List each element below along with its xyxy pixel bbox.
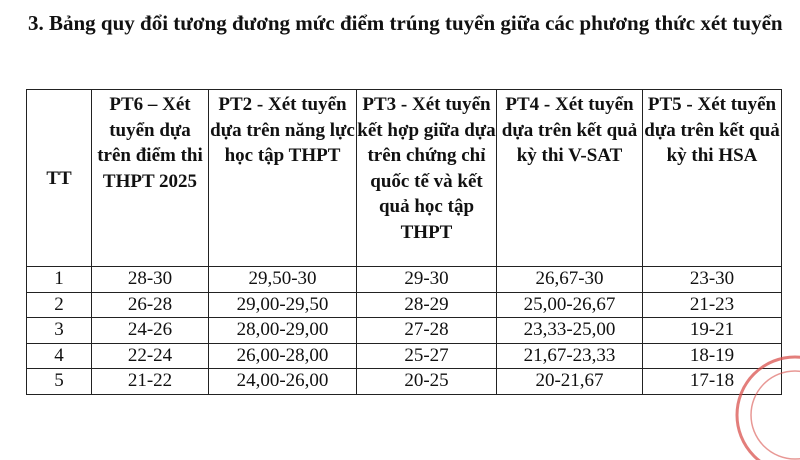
- cell-pt4: 25,00-26,67: [497, 292, 643, 318]
- cell-pt4: 26,67-30: [497, 267, 643, 293]
- cell-tt: 3: [27, 318, 92, 344]
- cell-tt: 2: [27, 292, 92, 318]
- cell-pt3: 28-29: [357, 292, 497, 318]
- table-row: [27, 292, 782, 318]
- cell-pt5: 17-18: [643, 369, 782, 395]
- cell-pt5: 18-19: [643, 343, 782, 369]
- header-pt2: PT2 - Xét tuyển dựa trên năng lực học tập THPT: [209, 90, 357, 267]
- section-heading: 3. Bảng quy đổi tương đương mức điểm trúng tuyển giữa các phương thức xét tuyển: [28, 11, 783, 35]
- cell-pt3: 27-28: [357, 318, 497, 344]
- cell-pt4: 20-21,67: [497, 369, 643, 395]
- header-pt5: PT5 - Xét tuyển dựa trên kết quả kỳ thi HSA: [643, 90, 782, 267]
- cell-tt: 5: [27, 369, 92, 395]
- header-pt3: PT3 - Xét tuyển kết hợp giữa dựa trên chứng chỉ quốc tế và kết quả học tập THPT: [357, 90, 497, 267]
- table-header-row: [27, 90, 782, 267]
- cell-tt: 4: [27, 343, 92, 369]
- cell-pt6: 24-26: [92, 318, 209, 344]
- cell-pt2: 24,00-26,00: [209, 369, 357, 395]
- cell-pt6: 22-24: [92, 343, 209, 369]
- header-pt6: PT6 – Xét tuyển dựa trên điểm thi THPT 2025: [92, 90, 209, 267]
- cell-pt3: 29-30: [357, 267, 497, 293]
- red-stamp-seal: [720, 340, 800, 460]
- cell-pt5: 21-23: [643, 292, 782, 318]
- cell-pt2: 26,00-28,00: [209, 343, 357, 369]
- header-pt4: PT4 - Xét tuyển dựa trên kết quả kỳ thi V-SAT: [497, 90, 643, 267]
- table-row: [27, 369, 782, 395]
- conversion-table: [26, 89, 782, 395]
- cell-pt3: 25-27: [357, 343, 497, 369]
- cell-pt5: 19-21: [643, 318, 782, 344]
- cell-pt6: 28-30: [92, 267, 209, 293]
- stamp-inner-ring: [751, 371, 800, 459]
- cell-pt6: 26-28: [92, 292, 209, 318]
- cell-pt2: 28,00-29,00: [209, 318, 357, 344]
- table-row: [27, 343, 782, 369]
- table-row: [27, 267, 782, 293]
- cell-pt2: 29,00-29,50: [209, 292, 357, 318]
- cell-tt: 1: [27, 267, 92, 293]
- cell-pt5: 23-30: [643, 267, 782, 293]
- cell-pt6: 21-22: [92, 369, 209, 395]
- header-tt: TT: [27, 90, 92, 267]
- stamp-outer-ring: [737, 357, 800, 460]
- table-row: [27, 318, 782, 344]
- cell-pt4: 23,33-25,00: [497, 318, 643, 344]
- cell-pt2: 29,50-30: [209, 267, 357, 293]
- cell-pt4: 21,67-23,33: [497, 343, 643, 369]
- cell-pt3: 20-25: [357, 369, 497, 395]
